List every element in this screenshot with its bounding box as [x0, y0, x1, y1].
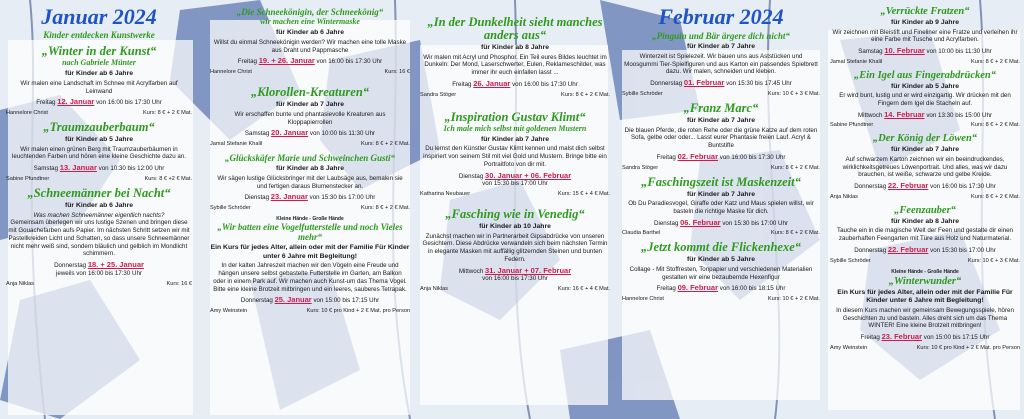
event-date: 23. Februar — [881, 332, 922, 342]
event-title: „In der Dunkelheit sieht manches anders aus“ — [427, 15, 603, 43]
event-title: „Pinguin und Bär ärgere dich nicht“ — [652, 31, 790, 41]
column-3 — [420, 0, 610, 419]
event-weekday: Freitag — [36, 99, 56, 107]
event-footer — [6, 110, 192, 117]
event-date-line — [830, 46, 1020, 56]
event-fee: Kurs: 8 € + 2 € Mat. — [561, 91, 610, 98]
event-fee: Kurs: 8 € + 2 € Mat. — [771, 164, 820, 171]
event-date-line — [622, 78, 820, 88]
event-age: für Kinder ab 7 Jahre — [687, 190, 755, 198]
event-card — [420, 208, 610, 293]
event-weekday: Dienstag — [653, 219, 679, 227]
event-time: von 15:30 bis 17:00 Uhr — [930, 246, 996, 254]
event-title: „Glückskäfer Marie und Schweinchen Gusti“ — [224, 153, 396, 163]
event-footer — [210, 205, 410, 212]
month-heading-january: Januar 2024 — [41, 4, 157, 29]
event-footer — [830, 194, 1020, 201]
event-subtitle: nach Gabriele Münter — [62, 58, 136, 68]
event-card — [6, 187, 192, 288]
event-tutor: Hannelore Christ — [6, 110, 48, 117]
event-date: 31. Januar + 07. Februar — [485, 265, 572, 275]
event-footer — [622, 91, 820, 98]
event-title: „Verrückte Fratzen“ — [880, 6, 970, 17]
event-tutor: Claudia Barthel — [622, 230, 661, 237]
event-time: von 15:30 bis 17:00 Uhr — [482, 180, 548, 188]
event-title: „Inspiration Gustav Klimt“ — [444, 109, 586, 124]
event-card — [622, 176, 820, 238]
event-description: Die blauen Pferde, die roten Rehe oder die grüne Katze auf dem roten Sofa, gelbe oder oder... Lasst eurer Phantasie freien Lauf. Acryl & Buntstifte — [624, 126, 818, 150]
event-tutor: Anja Niklas — [830, 193, 858, 200]
event-date-line — [830, 332, 1020, 342]
event-tutor: Anja Niklas — [420, 286, 448, 293]
event-fee: Kurs: 10 € + 3 € Mat. — [767, 90, 820, 97]
event-fee: Kurs: 8 € + 2 € Mat. — [143, 110, 192, 117]
event-card — [210, 86, 410, 148]
event-footer — [622, 230, 820, 237]
event-time: von 10:00 bis 11:30 Uhr — [926, 48, 992, 55]
event-fee: Kurs: 10 € pro Kind + 2 € Mat. pro Person — [916, 344, 1020, 351]
event-description: Ob Du Paradiesvogel, Giraffe oder Katz und Maus spielen willst, wir basteln die richtige Maske für dich. — [628, 200, 814, 215]
event-weekday: Mittwoch — [857, 111, 883, 119]
event-date-line — [830, 181, 1020, 191]
event-date-line — [622, 283, 820, 293]
event-date: 14. Februar — [884, 109, 925, 119]
event-time: von 10:30 bis 12:00 Uhr — [98, 165, 165, 173]
column-1 — [6, 0, 192, 419]
event-title: „Schneemänner bei Nacht“ — [27, 185, 171, 200]
event-weekday: Donnerstag — [54, 262, 87, 270]
event-description: Du lernst den Künstler Gustav Klimt kennen und malst dich selbst inspiriert von seinem Stil mit viel Gold und Mustern. Bringe bitte ein Portraitfoto von dir mit. — [423, 145, 607, 168]
event-fee: Kurs: 8 € + 2 € Mat. — [361, 205, 410, 212]
event-card — [210, 154, 410, 212]
event-footer — [6, 281, 192, 288]
event-subtitle: wir machen eine Wintermaske — [260, 17, 360, 27]
event-date: 23. Januar — [270, 192, 308, 202]
event-weekday: Samstag — [244, 130, 270, 138]
event-footer — [420, 286, 610, 293]
event-description: Wir malen mit Acryl und Phosphor. Ein Teil eures Bildes leuchtet im Dunkeln: Der Mond, Laserschwerter, Eulen, Reklameschilder, was immer ihr euch einfallen lasst ... — [423, 53, 607, 77]
event-age: für Kinder ab 7 Jahre — [481, 135, 549, 143]
event-weekday: Samstag — [33, 165, 59, 173]
column-5 — [830, 0, 1020, 419]
event-footer — [210, 69, 410, 76]
event-title: „Franz Marc“ — [683, 100, 759, 115]
event-fee: Kurs: 8 € + 2 € Mat. — [771, 230, 820, 237]
event-fee: Kurs: 15 € + 4 € Mat. — [557, 191, 610, 198]
event-card — [6, 121, 192, 183]
event-date-line — [622, 152, 820, 162]
event-fee: Kurs: 16 € — [384, 69, 410, 76]
event-title: „Winter in der Kunst“ — [41, 44, 157, 59]
event-date-line — [210, 192, 410, 202]
event-weekday: Freitag — [656, 285, 676, 293]
event-card — [6, 30, 192, 117]
event-age: für Kinder ab 6 Jahre — [65, 202, 133, 210]
event-card — [830, 269, 1020, 352]
event-tutor: Sybille Schröder — [210, 205, 251, 212]
event-weekday: Dienstag — [458, 172, 484, 180]
event-time: von 15:00 bis 17:15 Uhr — [313, 297, 380, 305]
event-tag: Kleine Hände - Große Hände — [276, 216, 344, 223]
event-time: von 16:00 bis 17:30 Uhr — [930, 183, 996, 191]
event-description: Willst du einmal Schneekönigin werden? Wir machen eine tolle Maske aus Draht und Pappmasche — [213, 38, 407, 54]
event-date: 01. Februar — [683, 78, 725, 88]
event-weekday: Dienstag — [244, 194, 270, 202]
event-date-line — [6, 260, 192, 270]
event-time: von 16:00 bis 17:30 Uhr — [96, 99, 162, 107]
event-time: von 15:30 bis 17:00 Uhr — [309, 194, 376, 202]
event-date-line — [622, 218, 820, 228]
event-description: Wir sägen lustige Glücksbringer mit der Laubsäge aus, bemalen sie und fertigen daraus Blumenstecker an. — [217, 174, 403, 190]
event-age: für Kinder ab 7 Jahre — [891, 146, 959, 154]
event-date-line — [210, 56, 410, 66]
event-description: Auf schwarzem Karton zeichnen wir ein beeindruckendes, wirklichkeitsgetreues Löwenportrait. Und alles, was wir dazu brauchen, ist weiße, schwarze und gelbe Kreide. — [842, 155, 1008, 179]
event-date: 30. Januar + 06. Februar — [485, 170, 572, 180]
event-date-line — [830, 110, 1020, 120]
event-footer — [622, 296, 820, 303]
event-footer — [210, 141, 410, 148]
event-time: von 10:00 bis 11:30 Uhr — [309, 130, 376, 138]
event-fee: Kurs: 10 € pro Kind + 2 € Mat. pro Person — [306, 308, 410, 314]
event-tutor: Sybille Schröder — [830, 257, 871, 264]
event-date: 13. Januar — [59, 163, 97, 173]
event-card — [830, 6, 1020, 66]
event-age: für Kinder ab 10 Jahre — [479, 223, 551, 231]
event-question: Was machen Schneemänner eigentlich nachts? — [33, 211, 165, 219]
event-time: von 13:30 bis 15:00 Uhr — [926, 111, 993, 119]
event-footer — [830, 258, 1020, 265]
event-date-line — [210, 295, 410, 305]
event-description: Er wird bunt, lustig und er wird einzigartig. Wir drücken mit den Fingern dem Igel die Stacheln auf. — [839, 92, 1011, 107]
event-card — [622, 32, 820, 98]
event-time: jeweils von 16:00 bis 17:30 Uhr — [56, 269, 142, 277]
event-weekday: Samstag — [858, 48, 883, 55]
event-age: für Kinder ab 9 Jahre — [891, 19, 959, 27]
event-tutor: Sandra Stöger — [622, 164, 659, 171]
event-date: 22. Februar — [887, 181, 929, 191]
event-footer — [420, 92, 610, 99]
event-time: von 16:00 bis 18:15 Uhr — [719, 285, 786, 293]
event-age: für Kinder ab 5 Jahre — [687, 256, 755, 264]
event-weekday: Donnerstag — [854, 246, 887, 254]
event-tutor: Jamal Stefanie Khalil — [210, 141, 263, 148]
event-footer — [420, 191, 610, 198]
event-date-line — [830, 245, 1020, 255]
event-fee: Kurs: 8 € + 2 € Mat. — [971, 193, 1020, 200]
event-date: 12. Januar — [57, 97, 95, 107]
event-date: 19. + 26. Januar — [258, 56, 315, 66]
event-fee: Kurs: 16 € — [166, 280, 192, 287]
event-description: Wir malen eine Landschaft im Schnee mit Acrylfarben auf Leinwand — [20, 79, 178, 95]
event-title: „Ein Igel aus Fingerabdrücken“ — [853, 69, 997, 81]
event-title: „Der König der Löwen“ — [872, 133, 978, 145]
event-card — [210, 216, 410, 315]
event-description: In diesem Kurs machen wir gemeinsam Bewegungsspiele, hören Geschichten zu und basteln. Alles dreht sich um das Thema WINTER! Eine kleine Brotzeit mitbringen! — [836, 306, 1014, 330]
event-fee: Kurs: 8 € + 2 € Mat. — [971, 58, 1020, 65]
event-footer — [622, 165, 820, 172]
event-date-line — [420, 171, 610, 181]
event-time: von 16:00 bis 17:30 Uhr — [482, 275, 548, 283]
event-footer — [6, 176, 192, 183]
event-weekday: Freitag — [237, 58, 257, 66]
event-description: Gemeinsam überlegen wir uns lustige Szenen und bringen diese mit Gouachefarben aufs Papier. Im nächsten Schritt setzen wir mit Pastellkreiden Licht und Schatten, so dass unsere Schneemänner nicht mehr weiß sind, sondern bläulich und gelblich im Mondlicht schimmern. — [8, 219, 190, 258]
event-subtitle: Ich male mich selbst mit goldenen Mustern — [443, 123, 587, 133]
event-tutor: Sabine Pfundtner — [6, 175, 50, 182]
event-age: für Kinder ab 7 Jahre — [687, 43, 755, 51]
event-footer — [210, 308, 410, 315]
event-weekday: Freitag — [656, 153, 676, 161]
event-tutor: Amy Weinstein — [830, 344, 868, 351]
event-time: von 16:00 bis 17:30 Uhr — [316, 58, 383, 66]
event-date: 09. Februar — [677, 283, 718, 293]
event-title: „Fasching wie in Venedig“ — [445, 207, 585, 222]
event-date: 25. Januar — [274, 295, 312, 305]
event-title: „Traumzauberbaum“ — [43, 120, 155, 135]
event-card — [420, 16, 610, 99]
event-title: „Faschingszeit ist Maskenzeit“ — [641, 174, 801, 189]
event-footer — [830, 345, 1020, 352]
event-footer — [830, 59, 1020, 66]
event-date: 20. Januar — [271, 128, 309, 138]
event-fee: Kurs: 10 € + 2 € Mat. — [767, 296, 820, 303]
event-card — [830, 70, 1020, 130]
event-description: Winterzeit ist Spielezeit. Wir bauen uns aus Aststücken und Moosgummi Tier-Spielfiguren und aus Karton ein passendes Spielbrett dazu. Wir malen, schneiden und kleben. — [624, 52, 818, 76]
event-fee: Kurs: 8 € +2 € Mat. — [144, 175, 192, 182]
event-tutor: Sybille Schröder — [622, 90, 663, 97]
event-tutor: Sandra Stöger — [420, 91, 457, 98]
event-age: Ein Kurs für jedes Alter, allein oder mit der Familie Für Kinder unter 6 Jahre mit Begleitung! — [210, 244, 410, 260]
event-tag: Kleine Hände - Große Hände — [891, 268, 959, 275]
event-title: „Jetzt kommt die Flickenhexe“ — [640, 240, 802, 255]
event-title: „Klorollen-Kreaturen“ — [250, 85, 370, 100]
event-age: Ein Kurs für jedes Alter, allein oder mit der Familie Für Kinder unter 6 Jahre mit Begleitung! — [837, 288, 1013, 305]
event-time: von 16:00 bis 17:30 Uhr — [719, 153, 786, 161]
event-tutor: Sabine Pfundtner — [830, 122, 874, 129]
event-date: 10. Februar — [884, 46, 925, 55]
event-footer — [830, 122, 1020, 129]
event-description: Wir malen einen grünen Berg mit Traumzauberbäumen in leuchtenden Farben und hören eine kleine Geschichte dazu an. — [11, 145, 187, 161]
event-time: von 15:30 bis 17:00 Uhr — [722, 219, 789, 227]
event-card — [622, 241, 820, 303]
month-heading-february: Februar 2024 — [658, 4, 784, 29]
event-date: 26. Januar — [473, 78, 511, 88]
event-description: Zunächst machen wir in Partnerarbeit Gipsabdrücke von unseren Gesichtern. Diese Abdrücke verwandeln sich beim nächsten Termin in elegante Masken mit auffällig glitzernden Steinen und bunten Federn. — [422, 232, 608, 263]
event-age: für Kinder ab 7 Jahre — [687, 117, 755, 125]
event-age: für Kinder ab 5 Jahre — [891, 82, 959, 90]
event-time: von 15:30 bis 17:45 Uhr — [726, 80, 792, 88]
event-fee: Kurs: 8 € + 2 € Mat. — [361, 141, 410, 148]
event-description: Wir zeichnen mit Bleistift und Fineliner eine Fratze und verleihen ihr eine Farbe mit Tusche und Acrylfarben. — [832, 28, 1018, 44]
event-date-line — [420, 266, 610, 276]
event-fee: Kurs: 8 € + 2 € Mat. — [971, 122, 1020, 129]
event-description: Wir erschaffen bunte und phantasievolle Kreaturen aus Kloppapierrollen — [234, 110, 386, 126]
event-tutor: Anja Niklas — [6, 280, 34, 287]
event-card — [622, 102, 820, 172]
event-fee: Kurs: 16 € + 4 € Mat. — [557, 286, 610, 293]
event-tutor: Katharina Neubauer — [420, 191, 471, 198]
event-card — [830, 133, 1020, 200]
event-date-line — [420, 79, 610, 89]
event-title: „Winterwunder“ — [888, 275, 962, 287]
event-date: 02. Februar — [677, 151, 718, 161]
event-title-prefix: Kinder entdecken Kunstwerke — [43, 30, 155, 40]
event-date: 06. Februar — [680, 217, 721, 227]
event-weekday: Donnerstag — [650, 80, 683, 88]
event-title: „Die Schneekönigin, der Schneekönig“ — [236, 7, 384, 17]
event-card — [210, 8, 410, 76]
event-card — [830, 205, 1020, 265]
event-weekday: Donnerstag — [240, 297, 273, 305]
event-weekday: Donnerstag — [854, 183, 887, 191]
event-date: 22. Februar — [887, 244, 929, 254]
column-2 — [210, 0, 410, 419]
event-weekday: Freitag — [860, 334, 880, 342]
event-description: Collage - Mit Stoffresten, Tonpapier und verschiedenen Materialien gestalten wir eine bezaubernde Hexenfigur — [629, 265, 813, 281]
event-age: für Kinder ab 7 Jahre — [276, 101, 344, 109]
event-age: für Kinder ab 6 Jahre — [276, 29, 344, 37]
event-time: von 15:00 bis 17:15 Uhr — [923, 334, 990, 342]
event-date: 18. + 25. Januar — [87, 260, 144, 270]
event-date-line — [210, 128, 410, 138]
event-date-line — [6, 97, 192, 107]
event-time: von 16:00 bis 17:30 Uhr — [512, 80, 578, 88]
event-age: für Kinder ab 8 Jahre — [891, 217, 959, 225]
event-description: In der kalten Jahreszeit machen wir den Vögeln eine Freude und hängen unsere selbst gebastelte Futterstelle im Garten, am Balkon oder in einem Park auf. Wir machen auch Kunst-um das Thema Vogel. Bitte eine kleine Brotzeit mitbringen und ein leeres, sauberes Tetrapak. — [213, 262, 407, 293]
event-fee: Kurs: 10 € + 3 € Mat. — [967, 257, 1020, 264]
event-title: „Wir batten eine Vogelfutterstelle und noch Vieles mehr“ — [217, 222, 403, 242]
event-card — [420, 111, 610, 198]
event-tutor: Jamal Stefanie Khalil — [830, 58, 883, 65]
event-tutor: Amy Weinstein — [210, 308, 248, 314]
column-4 — [622, 0, 820, 419]
event-description: Tauche ein in die magische Welt der Feen und gestalte dir einen zauberhaften Feengarten mit Türe aus Holz und Naturmaterial. — [837, 227, 1013, 243]
event-weekday: Mittwoch — [458, 267, 484, 275]
event-age: für Kinder ab 5 Jahre — [65, 136, 133, 144]
event-age: für Kinder ab 6 Jahre — [65, 70, 133, 78]
event-age: für Kinder ab 8 Jahre — [481, 44, 549, 52]
event-weekday: Freitag — [452, 80, 472, 88]
event-tutor: Hannelore Christ — [210, 69, 252, 76]
event-title: „Feenzauber“ — [894, 204, 956, 216]
event-date-line — [6, 163, 192, 173]
event-age: für Kinder ab 8 Jahre — [276, 165, 344, 173]
event-tutor: Hannelore Christ — [622, 296, 664, 303]
